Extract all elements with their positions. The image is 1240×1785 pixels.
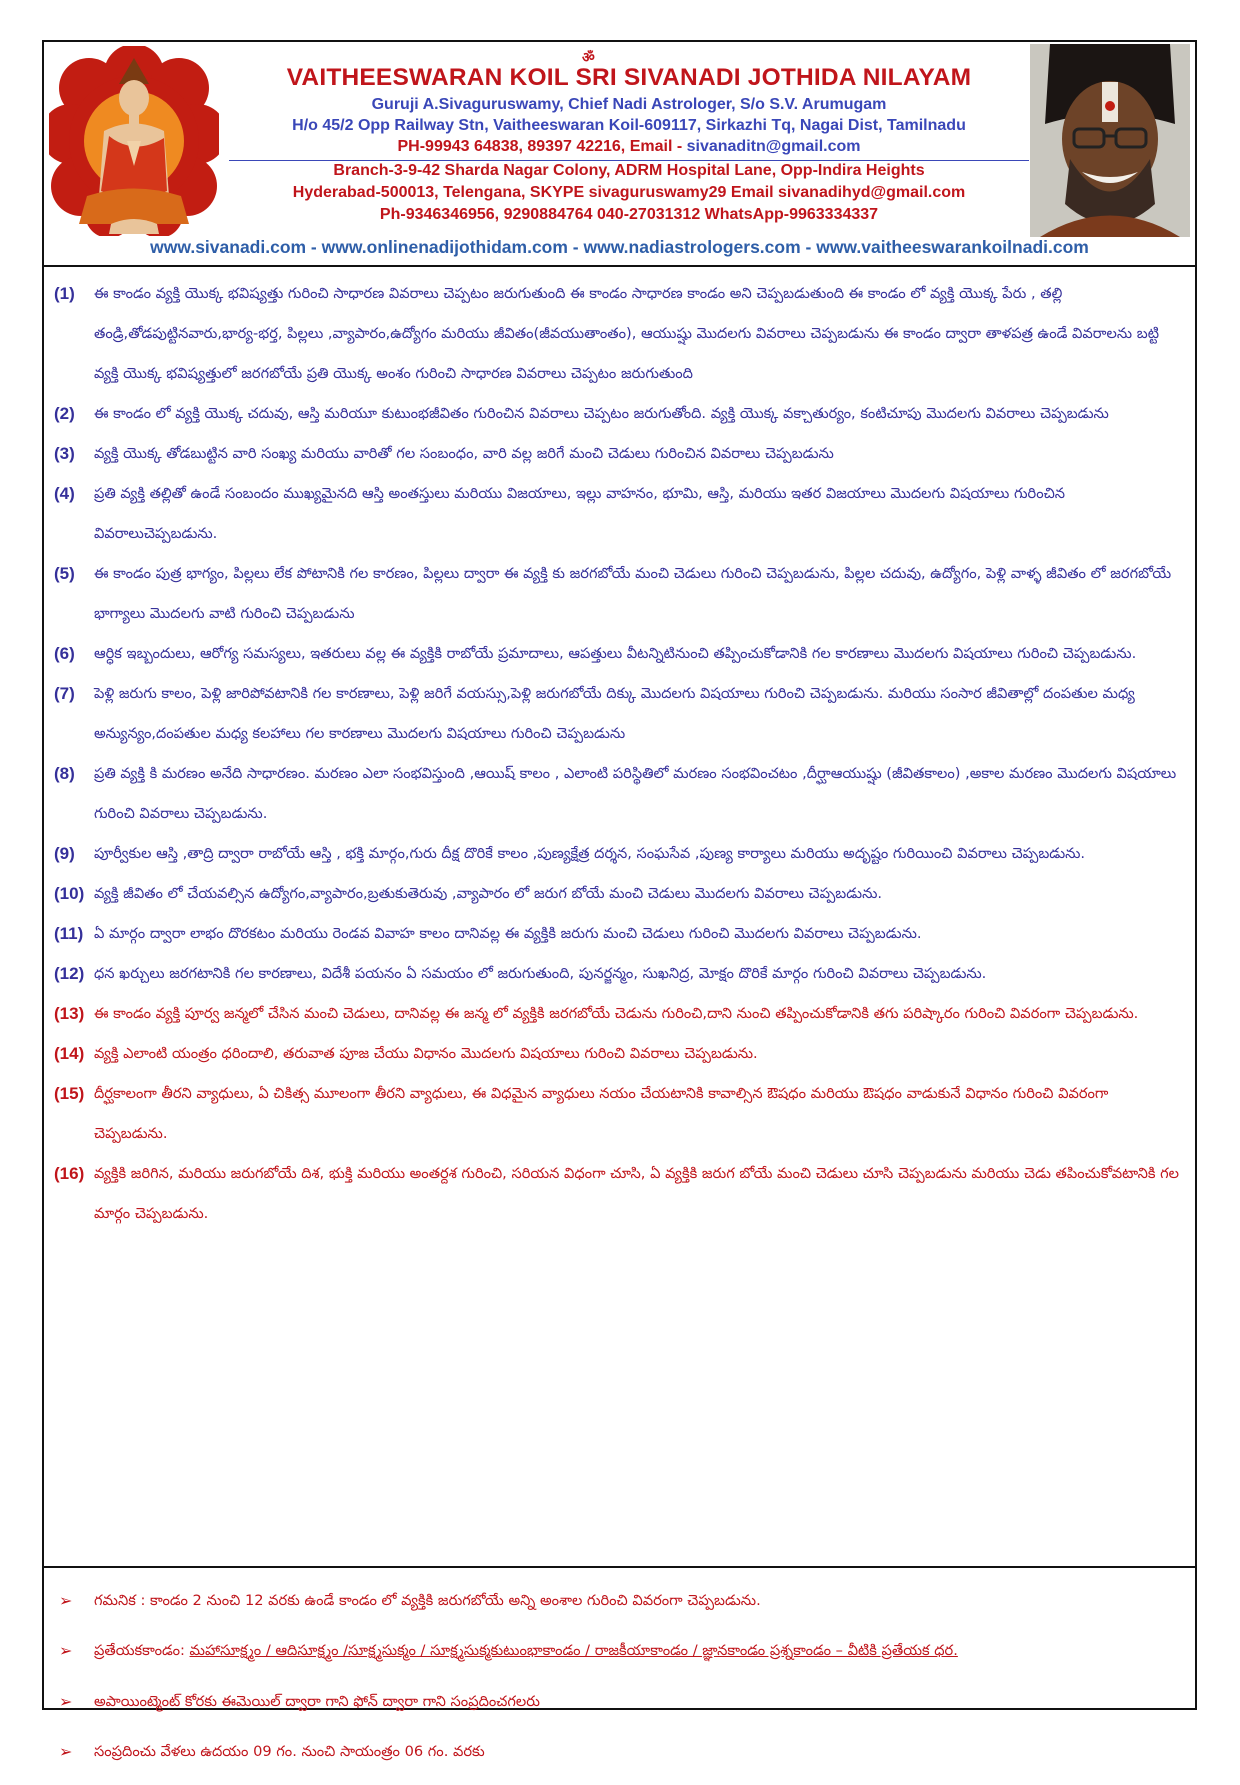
item-number: (12) <box>54 964 85 983</box>
item-number: (14) <box>54 1044 85 1063</box>
item-number: (5) <box>54 564 75 583</box>
note-text: మహాసూక్ష్మం / ఆదిసూక్ష్మం /సూక్ష్మసుక్మం / సూక్ష్మసుక్మకుటుంభాకాండం / రాజకీయాకాండం / జ్ఞానకాండం ప్రశ్నకాండం – వీటికి ప్రతేయక ధర. <box>189 1642 958 1660</box>
item-number: (6) <box>54 644 75 663</box>
item-text: వ్యక్తి జీవితం లో చేయవల్సిన ఉద్యోగం,వ్యాపారం,బ్రతుకుతెరువు ,వ్యాపారం లో జరుగ బోయే మంచి చెడులు మొదలగు వివరాలు చెప్పబడును. <box>94 885 883 902</box>
list-item <box>54 1034 1184 1074</box>
kandam-list <box>54 274 1184 1234</box>
note-text: అపాయింట్మెంట్ కోరకు ఈమెయిల్ ద్వారా గాని ఫోన్ ద్వారా గాని సంప్రదించగలరు <box>94 1692 540 1710</box>
websites-line[interactable]: www.sivanadi.com - www.onlinenadijothidam.com - www.nadiastrologers.com - www.vaitheeswarankoilnadi.com <box>150 237 1089 257</box>
notes-section <box>44 1566 1195 1785</box>
item-number: (7) <box>54 684 75 703</box>
list-item <box>54 554 1184 634</box>
om-symbol: ॐ <box>582 49 595 65</box>
list-item <box>54 874 1184 914</box>
note-item <box>54 1684 1174 1720</box>
sage-portrait-image <box>49 46 219 236</box>
item-text: ధన ఖర్చులు జరగటానికి గల కారణాలు, విదేశీ పయనం ఏ సమయం లో జరుగుతుంది, పునర్జన్మం, సుఖనిద్ర, మోక్షం దొరికే మార్గం గురించి వివరాలు చెప్పబడును. <box>94 965 987 982</box>
header-divider <box>229 160 1029 161</box>
item-text: ఈ కాండం లో వ్యక్తి యొక్క చదువు, ఆస్తి మరియూ కుటుంభజీవితం గురించిన వివరాలు చెప్పటం జరుగుతోంది. వ్యక్తి యొక్క వక్చాతుర్యం, కంటిచూపు మొదలగు వివరాలు చెప్పబడును <box>94 405 1109 422</box>
item-text: ఈ కాండం పుత్ర భాగ్యం, పిల్లలు లేక పోటానికి గల కారణం, పిల్లలు ద్వారా ఈ వ్యక్తి కు జరగబోయే మంచి చెడులు గురించి చెప్పబడును, పిల్లల చదువు, ఉద్యోగం, పెళ్లి వాళ్ళ జీవితం లో జరగబోయే భాగ్యాలు మొదలగు వాటి గురించి చెప్పబడును <box>94 565 1172 622</box>
item-number: (10) <box>54 884 85 903</box>
item-text: దీర్ఘకాలంగా తీరని వ్యాధులు, ఏ చికిత్స మూలంగా తీరని వ్యాధులు, ఈ విధమైన వ్యాధులు నయం చేయటానికి కావాల్సిన ఔషధం మరియు ఔషధం వాడుకునే విధానం గురించి వివరంగా చెప్పబడును. <box>94 1085 1109 1142</box>
item-text: పెళ్లి జరుగు కాలం, పెళ్లి జారిపోవటానికి గల కారణాలు, పెళ్లి జరిగే వయస్సు,పెళ్లి జరుగబోయే దిక్కు మొదలగు విషయాలు గురించి చెప్పబడును. మరియు సంసార జీవితాల్లో దంపతుల మధ్య అన్యున్యం,దంపతుల మధ్య కలహాలు గల కారణాలు మొదలగు విషయాలు గురించి చెప్పబడును <box>94 685 1135 742</box>
item-text: వ్యక్తి యొక్క తోడబుట్టిన వారి సంఖ్య మరియు వారితో గల సంబంధం, వారి వల్ల జరిగే మంచి చెడులు గురించిన వివరాలు చెప్పబడును <box>94 445 834 462</box>
email-link[interactable]: sivanaditn@gmail.com <box>686 138 861 155</box>
item-number: (3) <box>54 444 75 463</box>
item-text: పూర్వీకుల ఆస్తి ,తాద్రి ద్వారా రాబోయే ఆస్తి , భక్తి మార్గం,గురు దీక్ష దొరికే కాలం ,పుణ్యక్షేత్ర దర్శన, సంఘసేవ ,పుణ్య కార్యాలు మరియు అదృష్టం గురియించి వివరాలు చెప్పబడును. <box>94 845 1086 862</box>
astrologer-portrait-image <box>1030 44 1190 237</box>
item-text: ప్రతి వ్యక్తి కి మరణం అనేది సాధారణం. మరణం ఎలా సంభవిస్తుంది ,ఆయిష్ కాలం , ఎలాంటి పరిస్థితిలో మరణం సంభవించటం ,దీర్ఘాఆయుష్షు (జీవితకాలం) ,అకాల మరణం మొదలగు విషయాలు గురించి వివరాలు చెప్పబడును. <box>94 765 1177 822</box>
list-item <box>54 1154 1184 1234</box>
header <box>44 42 1195 267</box>
item-text: ఈ కాండం వ్యక్తి యొక్క భవిష్యత్తు గురించి సాధారణ వివరాలు చెప్పటం జరుగుతుంది ఈ కాండం సాధారణ కాండం అని చెప్పబడుతుంది ఈ కాండం లో వ్యక్తి యొక్క పేరు , తల్లి తండ్రి,తోడపుట్టినవారు,భార్య-భర్త, పిల్లలు ,వ్యాపారం,ఉద్యోగం మరియు జీవితం(జీవయుతాంతం), ఆయుష్షు మొదలగు వివరాలు చెప్పబడును ఈ కాండం ద్వారా తాళపత్ర ఉండే వివరాలను బట్టి వ్యక్తి యొక్క భవిష్యత్తులో జరగబోయే ప్రతి యొక్క అంశం గురించి సాధారణ వివరాలు చెప్పటం జరుగుతుంది <box>94 285 1159 382</box>
guru-line: Guruji A.Sivaguruswamy, Chief Nadi Astrologer, S/o S.V. Arumugam <box>371 96 887 113</box>
item-number: (1) <box>54 284 75 303</box>
item-text: ఆర్ధిక ఇబ్బందులు, ఆరోగ్య సమస్యలు, ఇతరులు వల్ల ఈ వ్యక్తికి రాబోయే ప్రమాదాలు, ఆపత్తులు వీటన్నిటినుంచి తప్పించుకోడానికి గల కారణాలు మొదలగు విషయాలు గురించి చెప్పబడును. <box>94 645 1137 662</box>
page-frame <box>42 40 1197 1762</box>
item-number: (16) <box>54 1164 85 1183</box>
note-prefix: ప్రతేయకకాండం: <box>94 1642 185 1660</box>
branch-address-line: Branch-3-9-42 Sharda Nagar Colony, ADRM Hospital Lane, Opp-Indira Heights <box>333 162 925 179</box>
arrow-icon: ➢ <box>59 1590 73 1610</box>
list-item <box>54 754 1184 834</box>
address-line: H/o 45/2 Opp Railway Stn, Vaitheeswaran Koil-609117, Sirkazhi Tq, Nagai Dist, Tamilnadu <box>292 117 966 134</box>
arrow-icon: ➢ <box>59 1691 73 1711</box>
item-number: (9) <box>54 844 75 863</box>
list-item <box>54 394 1184 434</box>
phone-line <box>229 138 1029 156</box>
arrow-icon: ➢ <box>59 1742 73 1762</box>
item-number: (15) <box>54 1084 85 1103</box>
list-item <box>54 274 1184 394</box>
item-number: (13) <box>54 1004 85 1023</box>
page-title: VAITHEESWARAN KOIL SRI SIVANADI JOTHIDA NILAYAM <box>286 64 972 91</box>
item-number: (4) <box>54 484 75 503</box>
list-item <box>54 674 1184 754</box>
list-item <box>54 1074 1184 1154</box>
branch-contact-line: Hyderabad-500013, Telengana, SKYPE sivaguruswamy29 Email sivanadihyd@gmail.com <box>292 184 966 201</box>
note-item <box>54 1734 1174 1770</box>
list-item <box>54 474 1184 554</box>
item-text: వ్యక్తికి జరిగిన, మరియు జరుగబోయే దిశ, భుక్తి మరియు అంతర్దశ గురించి, సరియన విధంగా చూసి, ఏ వ్యక్తికి జరుగ బోయే మంచి చెడులు చూసి చెప్పబడును మరియు చెడు తపించుకోవటానికి గల మార్గం చెప్పబడును. <box>94 1165 1179 1222</box>
list-item <box>54 434 1184 474</box>
phone-text: PH-99943 64838, 89397 42216, Email - <box>397 138 683 155</box>
item-number: (2) <box>54 404 75 423</box>
arrow-icon: ➢ <box>59 1641 73 1661</box>
list-item <box>54 994 1184 1034</box>
list-item <box>54 914 1184 954</box>
list-item <box>54 954 1184 994</box>
note-item <box>54 1583 1174 1619</box>
note-item <box>54 1633 1174 1669</box>
item-text: ఏ మార్గం ద్వారా లాభం దొరకటం మరియు రెండవ వివాహ కాలం దానివల్ల ఈ వ్యక్తికి జరుగు మంచి చెడులు గురించి మొదలగు వివరాలు చెప్పబడును. <box>94 925 922 942</box>
list-item <box>54 834 1184 874</box>
branch-phone-line: Ph-9346346956, 9290884764 040-27031312 WhatsApp-9963334337 <box>379 206 879 223</box>
item-text: ప్రతి వ్యక్తి తల్లితో ఉండే సంబందం ముఖ్యమైనది ఆస్తి అంతస్తులు మరియు విజయాలు, ఇల్లు వాహనం, భూమి, ఆస్తి, మరియు ఇతర విజయాలు మొదలగు విషయాలు గురించిన వివరాలుచెప్పబడును. <box>94 485 1066 542</box>
note-text: సంప్రదించు వేళలు ఉదయం 09 గం. నుంచి సాయంత్రం 06 గం. వరకు <box>94 1743 485 1761</box>
item-text: వ్యక్తి ఎలాంటి యంత్రం ధరిందాలి, తరువాత పూజ చేయు విధానం మొదలగు విషయాలు గురించి వివరాలు చెప్పబడును. <box>94 1045 758 1062</box>
item-number: (8) <box>54 764 75 783</box>
note-text: గమనిక : కాండం 2 నుంచి 12 వరకు ఉండే కాండం లో వ్యక్తికి జరుగబోయే అన్ని అంశాల గురించి వివరంగా చెప్పబడును. <box>94 1591 761 1609</box>
item-text: ఈ కాండం వ్యక్తి పూర్వ జన్మలో చేసిన మంచి చెడులు, దానివల్ల ఈ జన్మ లో వ్యక్తికి జరగబోయే చెడును గురించి,దాని నుంచి తప్పించుకోడానికి తగు పరిష్కారం గురించి వివరంగా చెప్పబడును. <box>94 1005 1139 1022</box>
list-item <box>54 634 1184 674</box>
item-number: (11) <box>54 924 84 943</box>
